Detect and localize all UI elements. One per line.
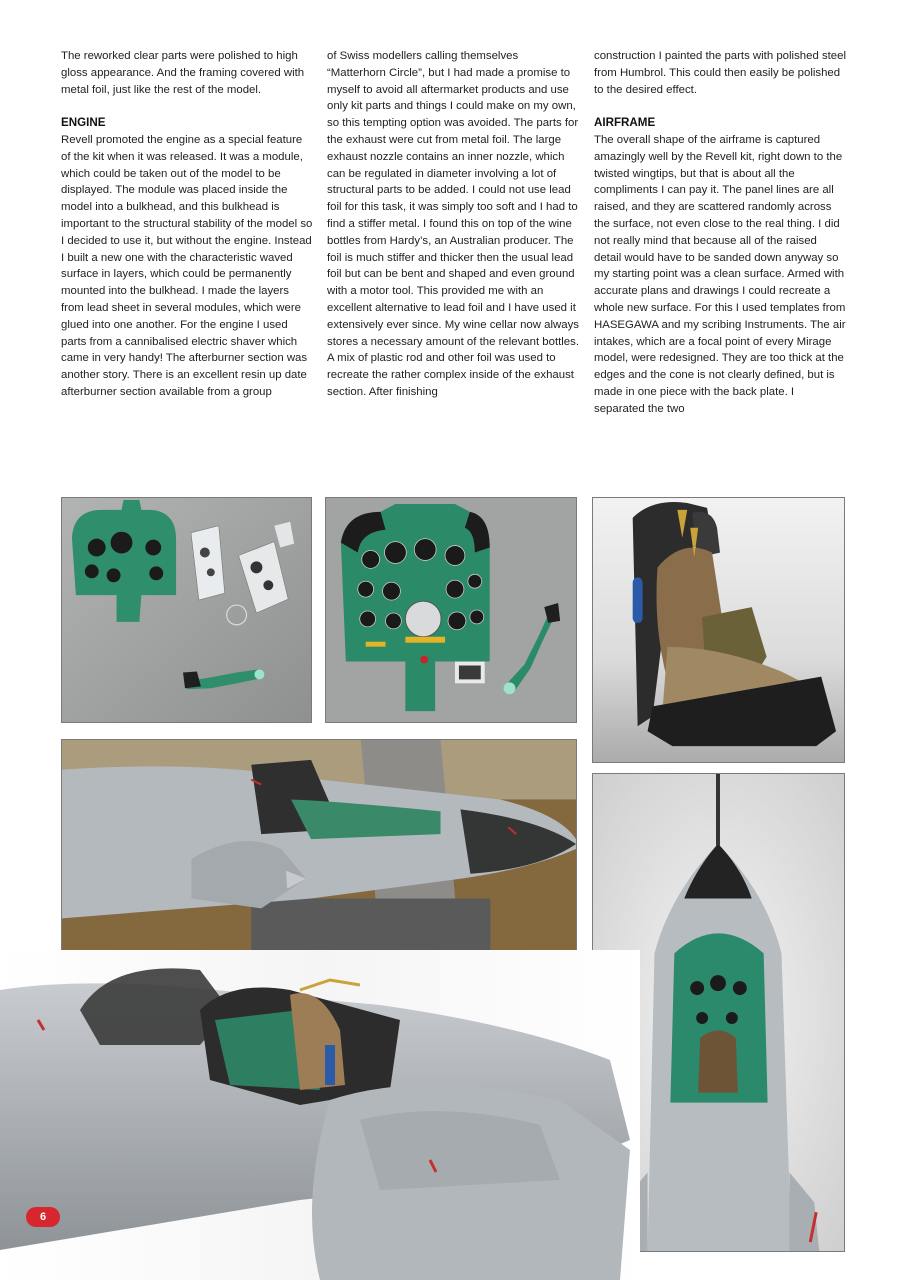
paragraph: construction I painted the parts with polished steel from Humbrol. This could then easily be polished to the desired effect.	[594, 50, 847, 96]
paragraph: The overall shape of the airframe is captured amazingly well by the Revell kit, right down to the twisted wingtips, but that is about all the compliments I can pay it. The panel lines are all raised, and they are scattered randomly across the surface, not even close to the real thing. I did not really mind that because all of the raised detail would have to be sanded down anyway so my starting point was a clean surface. Armed with accurate plans and drawings I could recreate a whole new surface. For this I used templates from HASEGAWA and my scribing Instruments. The air intakes, which are a focal point of every Mirage model, were redesigned. They are too thick at the edges and the cone is not clearly defined, but is made in one piece with the back plate. I separated the two	[594, 133, 846, 415]
text-column-3	[594, 48, 846, 418]
photo-painted-instrument-panel	[325, 497, 577, 723]
photo-fuselage-side	[61, 739, 577, 956]
photo-cockpit-closeup	[0, 950, 640, 1280]
paragraph: Revell promoted the engine as a special feature of the kit when it was released. It was a module, which could be taken out of the model to be displayed. The module was placed inside the model into a bulkhead, and this bulkhead is important to the structural stability of the model so I decided to use it, but without the engine. Instead I built a new one with the characteristic waved surface in layers, which could be permanently mounted into the bulkhead. I made the layers from lead sheet in several modules, which were glued into one another. For the engine I used parts from a cannibalised electric shaver which came in very handy! The afterburner section was another story. There is an excellent resin up date afterburner section available from a group	[61, 133, 313, 398]
photo-ejection-seat	[592, 497, 845, 763]
section-heading-airframe: AIRFRAME	[594, 116, 656, 130]
paragraph: The reworked clear parts were polished to high gloss appearance. And the framing covered with metal foil, just like the rest of the model.	[61, 50, 305, 96]
text-column-2	[327, 48, 579, 401]
section-heading-engine: ENGINE	[61, 116, 106, 130]
text-column-1	[61, 48, 313, 401]
paragraph: of Swiss modellers calling themselves “Matterhorn Circle”, but I had made a promise to myself to avoid all aftermarket products and use only kit parts and things I could make on my own, so this tempting option was avoided. The parts for the exhaust were cut from metal foil. The large exhaust nozzle contains an inner nozzle, which can be regulated in diameter involving a lot of structural parts to be added. I could not use lead foil for this task, it was simply too soft and I had to find a stiffer metal. I found this on top of the wine bottles from Hardy’s, an Australian producer. The foil is much stiffer and thicker then the usual lead foil but can be bent and shaped and even ground with a motor tool. This provided me with an excellent alternative to lead foil and I have used it extensively ever since. My wine cellar now always stores a necessary amount of the relevant bottles. A mix of plastic rod and other foil was used to recreate the rather complex inside of the exhaust section. After finishing	[327, 50, 579, 398]
page-number: 6	[26, 1207, 60, 1227]
photo-instrument-panel-parts	[61, 497, 312, 723]
